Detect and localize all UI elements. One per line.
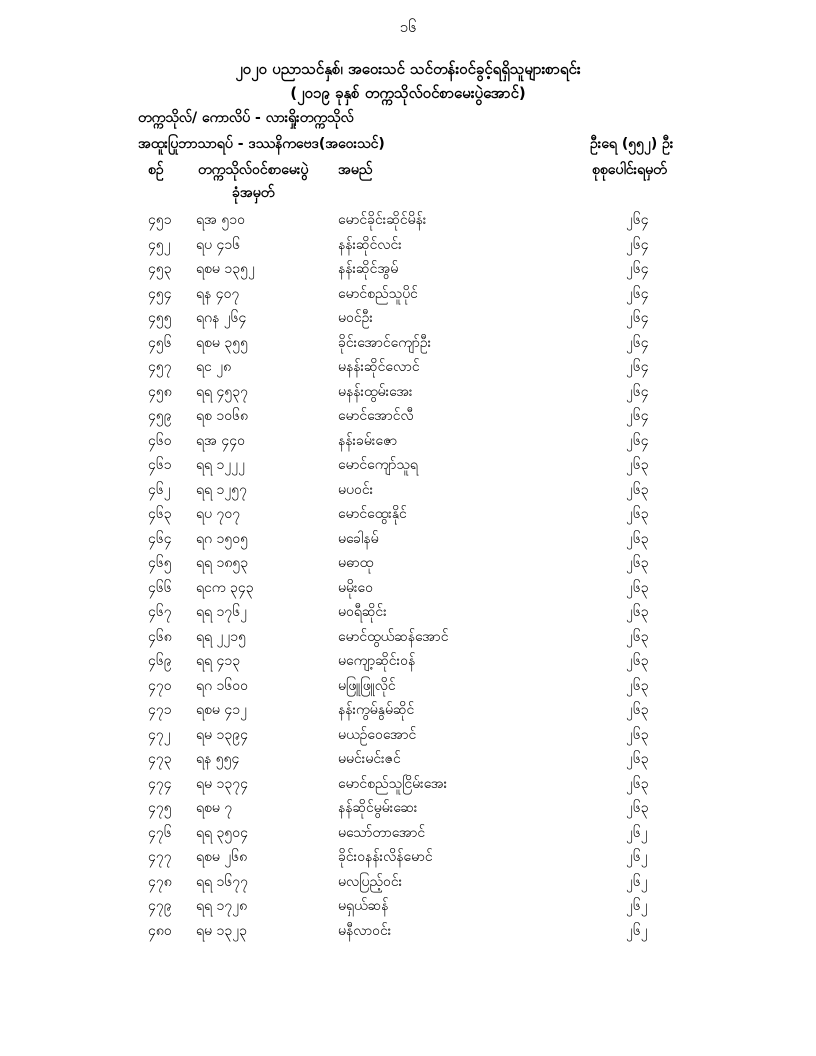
- total-marks-cell: ၂၆၃: [626, 775, 649, 792]
- serial-cell: ၄၆၃: [148, 506, 172, 522]
- table-row: [0, 725, 816, 750]
- results-table: [0, 210, 816, 945]
- serial-cell: ၄၆၀: [148, 432, 172, 449]
- total-marks-cell: ၂၆၄: [626, 432, 649, 449]
- total-marks-cell: ၂၆၄: [626, 261, 649, 277]
- table-row: [0, 700, 816, 725]
- name-cell: မဓာထု: [338, 555, 374, 571]
- name-cell: နန်းခမ်းဇော: [338, 432, 398, 449]
- total-marks-cell: ၂၆၃: [626, 800, 649, 816]
- roll-number-cell: ရရ ၂၂၁၅: [196, 628, 247, 645]
- name-cell: နန်းဆိုင်အွမ်: [338, 261, 399, 277]
- table-row: [0, 676, 816, 701]
- roll-number-cell: ရရ ၁၇၆၂: [196, 604, 248, 620]
- roll-number-cell: ရရ ၁၆၇၇: [196, 873, 249, 890]
- university-label: တက္ကသိုလ်/ ကောလိပ် - လားရှိုးတက္ကသိုလ်: [138, 110, 354, 126]
- total-marks-cell: ၂၆၂: [626, 898, 648, 914]
- serial-cell: ၄၅၈: [148, 383, 172, 400]
- serial-cell: ၄၇၁: [148, 702, 172, 718]
- total-marks-cell: ၂၆၄: [626, 285, 649, 302]
- total-marks-cell: ၂၆၃: [626, 726, 649, 743]
- serial-cell: ၄၆၇: [148, 604, 172, 620]
- total-marks-cell: ၂၆၄: [626, 212, 649, 228]
- roll-number-cell: ရင ၂၈: [196, 359, 232, 375]
- serial-cell: ၄၆၁: [148, 457, 172, 473]
- name-cell: မပဝင်း: [338, 481, 374, 498]
- roll-number-cell: ရစမ ၃၅၅: [196, 334, 248, 351]
- name-cell: မဝင်ဦး: [338, 310, 373, 326]
- table-row: [0, 480, 816, 505]
- roll-number-cell: ရမ ၁၃၇၄: [196, 775, 248, 792]
- roll-number-cell: ရစမ ၄၁၂: [196, 702, 247, 718]
- serial-cell: ၄၅၃: [148, 261, 172, 277]
- table-row: [0, 529, 816, 554]
- name-cell: နန်းဆိုင်လင်း: [338, 236, 402, 253]
- serial-cell: ၄၇၀: [148, 677, 172, 694]
- serial-cell: ၄၅၇: [148, 359, 172, 375]
- serial-cell: ၄၆၄: [148, 530, 172, 547]
- roll-number-cell: ရပ ၄၁၆: [196, 236, 241, 253]
- name-cell: မောင်ကျော်သူရ: [338, 457, 418, 473]
- name-cell: မနီလာဝင်း: [338, 922, 392, 939]
- table-row: [0, 406, 816, 431]
- total-marks-cell: ၂၆၃: [626, 555, 649, 571]
- serial-cell: ၄၇၄: [148, 775, 172, 792]
- table-row: [0, 431, 816, 456]
- serial-cell: ၄၇၈: [148, 873, 172, 890]
- table-row: [0, 823, 816, 848]
- name-cell: မောင်စည်သူပိုင်: [338, 285, 418, 302]
- serial-cell: ၄၅၅: [148, 310, 172, 326]
- name-cell: ခိုင်းဝနန်းလိန်မောင်: [338, 849, 433, 865]
- table-row: [0, 333, 816, 358]
- name-cell: ခိုင်းအောင်ကျော်ဦး: [338, 334, 432, 351]
- table-row: [0, 455, 816, 480]
- total-marks-cell: ၂၆၃: [626, 481, 649, 498]
- serial-cell: ၄၅၂: [148, 236, 171, 253]
- total-marks-cell: ၂၆၄: [626, 310, 649, 326]
- page-number: ၁၆: [399, 18, 417, 36]
- total-marks-cell: ၂၆၃: [626, 530, 649, 547]
- table-row: [0, 284, 816, 309]
- roll-number-cell: ရရ ၃၅၀၄: [196, 824, 249, 841]
- serial-cell: ၄၇၂: [148, 726, 171, 743]
- total-count-label: ဦးရေ (၅၅၂) ဦး: [590, 136, 674, 152]
- roll-number-cell: ရဂ ၁၅၀၅: [196, 530, 248, 547]
- roll-number-cell: ရရ ၄၁၃: [196, 653, 241, 669]
- table-row: [0, 357, 816, 382]
- name-cell: နန်းကွမ်နွမ်ဆိုင်: [338, 702, 415, 718]
- table-row: [0, 553, 816, 578]
- name-cell: မသော်တာအောင်: [338, 824, 426, 841]
- roll-number-cell: ရစ ၁၀၆၈: [196, 408, 248, 424]
- roll-number-cell: ရမ ၁၃၉၄: [196, 726, 248, 743]
- serial-cell: ၄၆၈: [148, 628, 172, 645]
- roll-number-cell: ရပ ၇၀၇: [196, 506, 241, 522]
- serial-cell: ၄၇၇: [148, 849, 172, 865]
- major-label: အထူးပြုဘာသာရပ် - ဒဿနိကဗေဒ(အဝေးသင်): [138, 136, 385, 152]
- serial-cell: ၄၇၃: [148, 751, 172, 767]
- serial-cell: ၄၆၆: [148, 579, 172, 596]
- total-marks-cell: ၂၆၂: [626, 873, 648, 890]
- serial-cell: ၄၇၆: [148, 824, 172, 841]
- total-marks-cell: ၂၆၃: [626, 653, 649, 669]
- header-serial: စဉ်: [148, 162, 164, 178]
- roll-number-cell: ရန ၅၅၄: [196, 751, 240, 767]
- table-row: [0, 602, 816, 627]
- serial-cell: ၄၆၂: [148, 481, 171, 498]
- roll-number-cell: ရငက ၃၄၃: [196, 579, 254, 596]
- document-title: ၂၀၂၀ ပညာသင်နှစ်၊ အဝေးသင် သင်တန်းဝင်ခွင့်ရရှိသူများစာရင်း: [235, 60, 581, 78]
- total-marks-cell: ၂၆၃: [626, 604, 649, 620]
- table-row: [0, 847, 816, 872]
- name-cell: မောင်ထွယ်ဆန်အောင်: [338, 628, 449, 645]
- total-marks-cell: ၂၆၃: [626, 751, 649, 767]
- table-row: [0, 210, 816, 235]
- name-cell: မမိုးဝေ: [338, 579, 374, 596]
- name-cell: မလပြည့်ဝင်း: [338, 873, 403, 890]
- table-row: [0, 504, 816, 529]
- name-cell: မဖြူဖြူလိုင်: [338, 677, 396, 694]
- total-marks-cell: ၂၆၃: [626, 702, 649, 718]
- name-cell: မောင်ခိုင်းဆိုင်မိန်း: [338, 212, 427, 228]
- table-row: [0, 627, 816, 652]
- roll-number-cell: ရရ ၁၈၅၃: [196, 555, 249, 571]
- name-cell: နန်ဆိုင်မွမ်းဆေး: [338, 800, 418, 816]
- roll-number-cell: ရရ ၁၂၅၇: [196, 481, 248, 498]
- name-cell: မဝရီဆိုင်း: [338, 604, 387, 620]
- roll-number-cell: ရအ ၅၁၀: [196, 212, 245, 228]
- roll-number-cell: ရရ ၁၂၂၂: [196, 457, 246, 473]
- name-cell: မရှယ်ဆန်: [338, 898, 389, 914]
- serial-cell: ၄၇၅: [148, 800, 172, 816]
- roll-number-cell: ရန ၄၀၇: [196, 285, 240, 302]
- table-row: [0, 798, 816, 823]
- roll-number-cell: ရဂ ၁၆၀၀: [196, 677, 248, 694]
- total-marks-cell: ၂၆၃: [626, 506, 649, 522]
- name-cell: မယဉ်ဝေအောင်: [338, 726, 417, 743]
- total-marks-cell: ၂၆၄: [626, 359, 649, 375]
- roll-number-cell: ရရ ၄၅၃၇: [196, 383, 249, 400]
- table-row: [0, 749, 816, 774]
- total-marks-cell: ၂၆၄: [626, 236, 649, 253]
- serial-cell: ၄၈၀: [148, 922, 172, 939]
- total-marks-cell: ၂၆၂: [626, 849, 648, 865]
- table-row: [0, 921, 816, 946]
- table-row: [0, 259, 816, 284]
- table-row: [0, 896, 816, 921]
- serial-cell: ၄၅၄: [148, 285, 172, 302]
- serial-cell: ၄၇၉: [148, 898, 172, 914]
- name-cell: မောင်အောင်လီ: [338, 408, 414, 424]
- total-marks-cell: ၂၆၃: [626, 579, 649, 596]
- header-roll-number: တက္ကသိုလ်ဝင်စာမေးပွဲ: [198, 162, 309, 178]
- table-row: [0, 235, 816, 260]
- total-marks-cell: ၂၆၄: [626, 383, 649, 400]
- name-cell: မနန်းထွမ်းအေး: [338, 383, 413, 400]
- total-marks-cell: ၂၆၃: [626, 628, 649, 645]
- roll-number-cell: ရဂန ၂၆၄: [196, 310, 247, 326]
- total-marks-cell: ၂၆၂: [626, 824, 648, 841]
- name-cell: မခေါနမ်: [338, 530, 379, 547]
- header-name: အမည်: [338, 162, 373, 178]
- total-marks-cell: ၂၆၄: [626, 334, 649, 351]
- header-roll-number-line2: ခုံအမှတ်: [232, 185, 275, 201]
- table-row: [0, 382, 816, 407]
- table-row: [0, 651, 816, 676]
- name-cell: မောင်ထွေးနိုင်: [338, 506, 407, 522]
- document-subtitle: (၂၀၁၉ ခုနှစ် တက္ကသိုလ်ဝင်စာမေးပွဲအောင်): [290, 84, 526, 102]
- total-marks-cell: ၂၆၄: [626, 408, 649, 424]
- roll-number-cell: ရရ ၁၇၂၈: [196, 898, 248, 914]
- header-total-marks: စုစုပေါင်းရမှတ်: [592, 162, 667, 178]
- roll-number-cell: ရမ ၁၃၂၃: [196, 922, 247, 939]
- serial-cell: ၄၅၉: [148, 408, 172, 424]
- roll-number-cell: ရစမ ၁၃၅၂: [196, 261, 255, 277]
- serial-cell: ၄၅၁: [148, 212, 172, 228]
- name-cell: မနန်းဆိုင်လောင်: [338, 359, 420, 375]
- serial-cell: ၄၅၆: [148, 334, 172, 351]
- table-row: [0, 308, 816, 333]
- total-marks-cell: ၂၆၃: [626, 457, 649, 473]
- roll-number-cell: ရစမ ၇: [196, 800, 233, 816]
- serial-cell: ၄၆၉: [148, 653, 172, 669]
- name-cell: မမင်းမင်းဇင်: [338, 751, 401, 767]
- roll-number-cell: ရစမ ၂၆၈: [196, 849, 248, 865]
- table-row: [0, 578, 816, 603]
- table-row: [0, 872, 816, 897]
- total-marks-cell: ၂၆၃: [626, 677, 649, 694]
- table-row: [0, 774, 816, 799]
- name-cell: မကျော့ဆိုင်းဝန်: [338, 653, 416, 669]
- name-cell: မောင်စည်သူငြိမ်းအေး: [338, 775, 448, 792]
- total-marks-cell: ၂၆၂: [626, 922, 648, 939]
- roll-number-cell: ရအ ၄၄၀: [196, 432, 245, 449]
- serial-cell: ၄၆၅: [148, 555, 172, 571]
